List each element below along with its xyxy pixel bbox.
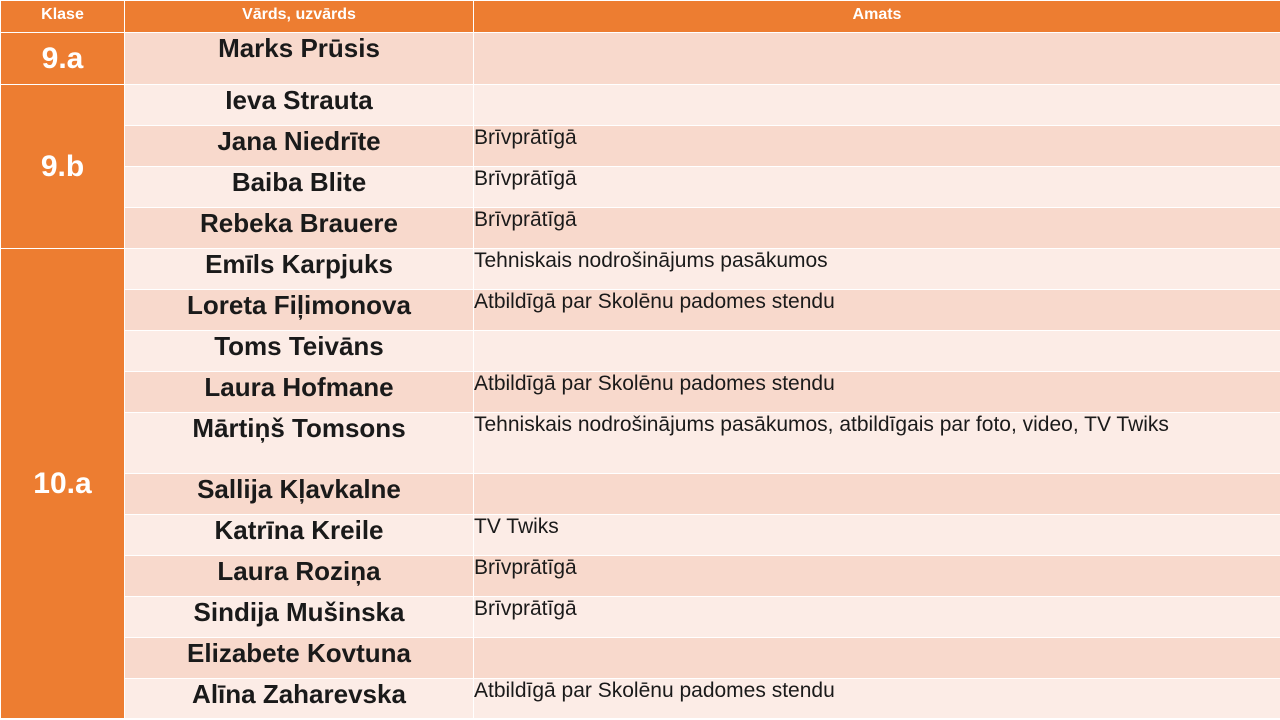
header-vards: Vārds, uzvārds [125, 1, 474, 33]
name-cell: Mārtiņš Tomsons [125, 413, 474, 474]
amats-cell [474, 331, 1280, 372]
header-klase: Klase [1, 1, 125, 33]
header-row [1, 1, 1280, 33]
amats-cell: Atbildīgā par Skolēnu padomes stendu [474, 679, 1280, 719]
amats-cell: Atbildīgā par Skolēnu padomes stendu [474, 290, 1280, 331]
header-amats: Amats [474, 1, 1280, 33]
amats-cell [474, 474, 1280, 515]
name-cell: Katrīna Kreile [125, 515, 474, 556]
name-cell: Loreta Fiļimonova [125, 290, 474, 331]
amats-cell: Brīvprātīgā [474, 556, 1280, 597]
klase-cell: 10.a [1, 249, 125, 719]
table-row [1, 167, 1280, 208]
name-cell: Rebeka Brauere [125, 208, 474, 249]
table-row [1, 413, 1280, 474]
amats-cell: TV Twiks [474, 515, 1280, 556]
name-cell: Jana Niedrīte [125, 126, 474, 167]
name-cell: Sallija Kļavkalne [125, 474, 474, 515]
table-row [1, 33, 1280, 85]
name-cell: Emīls Karpjuks [125, 249, 474, 290]
table-row [1, 85, 1280, 126]
table-row [1, 290, 1280, 331]
table-row [1, 126, 1280, 167]
name-cell: Toms Teivāns [125, 331, 474, 372]
amats-cell [474, 85, 1280, 126]
name-cell: Ieva Strauta [125, 85, 474, 126]
amats-cell: Tehniskais nodrošinājums pasākumos, atbildīgais par foto, video, TV Twiks [474, 413, 1280, 474]
table-row [1, 474, 1280, 515]
table-row [1, 249, 1280, 290]
name-cell: Elizabete Kovtuna [125, 638, 474, 679]
klase-cell: 9.b [1, 85, 125, 249]
name-cell: Laura Roziņa [125, 556, 474, 597]
name-cell: Sindija Mušinska [125, 597, 474, 638]
table-row [1, 597, 1280, 638]
klase-cell: 9.a [1, 33, 125, 85]
amats-cell: Brīvprātīgā [474, 167, 1280, 208]
amats-cell [474, 638, 1280, 679]
amats-cell: Brīvprātīgā [474, 208, 1280, 249]
table-row [1, 372, 1280, 413]
name-cell: Marks Prūsis [125, 33, 474, 85]
table-row [1, 515, 1280, 556]
table-row [1, 331, 1280, 372]
table-row [1, 556, 1280, 597]
name-cell: Laura Hofmane [125, 372, 474, 413]
amats-cell: Brīvprātīgā [474, 126, 1280, 167]
amats-cell: Tehniskais nodrošinājums pasākumos [474, 249, 1280, 290]
amats-cell: Brīvprātīgā [474, 597, 1280, 638]
amats-cell: Atbildīgā par Skolēnu padomes stendu [474, 372, 1280, 413]
table-row [1, 679, 1280, 719]
name-cell: Alīna Zaharevska [125, 679, 474, 719]
amats-cell [474, 33, 1280, 85]
name-cell: Baiba Blite [125, 167, 474, 208]
table-row [1, 638, 1280, 679]
table-row [1, 208, 1280, 249]
